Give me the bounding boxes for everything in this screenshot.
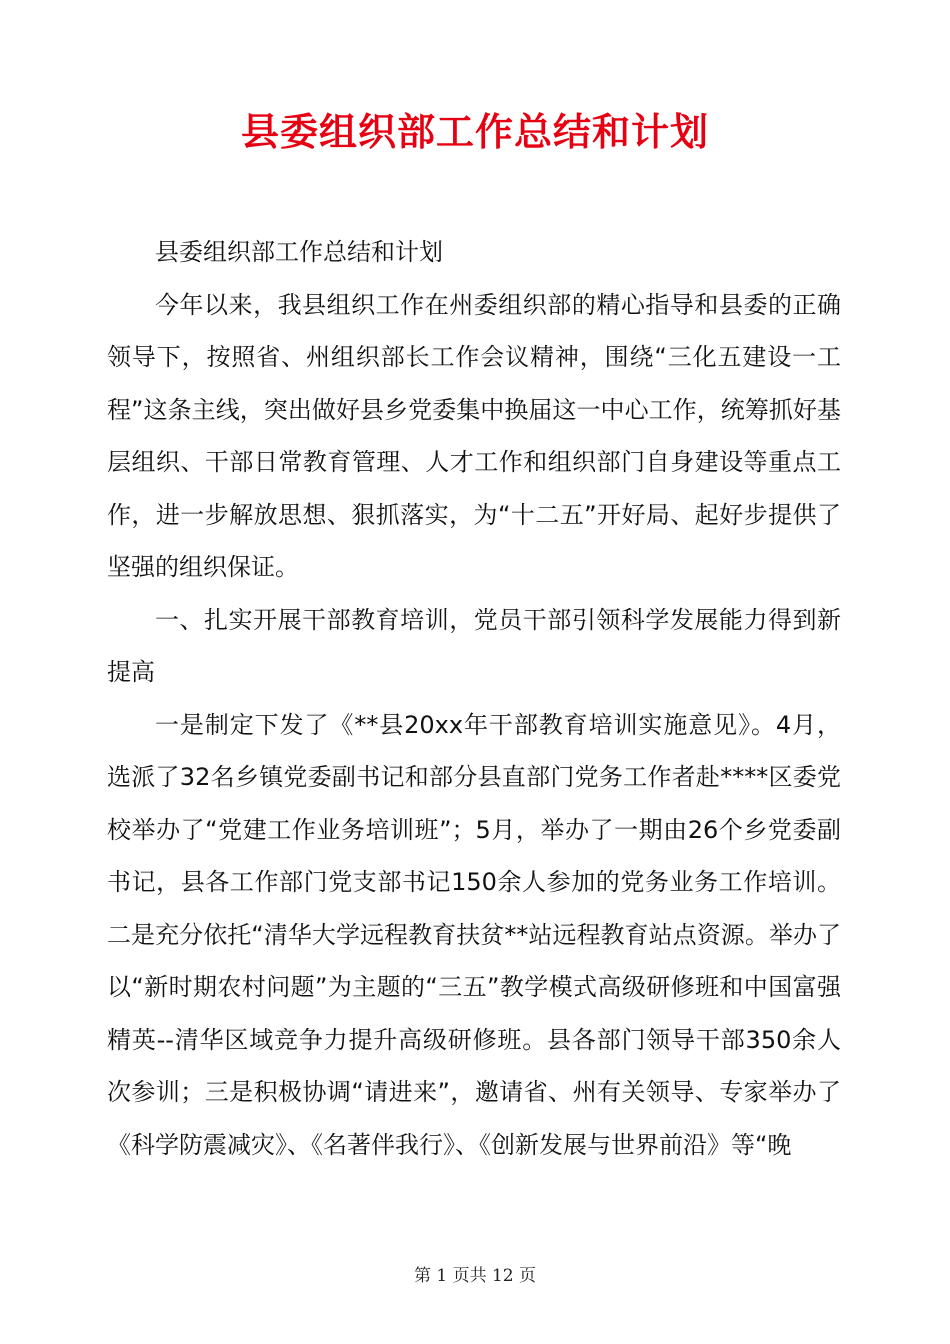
body-paragraph-intro: 今年以来，我县组织工作在州委组织部的精心指导和县委的正确领导下，按照省、州组织部长工作会议精神，围绕“三化五建设一工程”这条主线，突出做好县乡党委集中换届这一中心工作，统筹抓好基层组织、干部日常教育管理、人才工作和组织部门自身建设等重点工作，进一步解放思想、狠抓落实，为“十二五”开好局、起好步提供了坚强的组织保证。 — [107, 290, 841, 581]
page-number-footer: 第 1 页共 12 页 — [413, 1266, 537, 1286]
body-paragraph-section-heading: 一、扎实开展干部教育培训，党员干部引领科学发展能力得到新提高 — [107, 605, 841, 686]
document-title: 县委组织部工作总结和计划 — [240, 110, 709, 154]
body-paragraph-subtitle: 县委组织部工作总结和计划 — [155, 238, 443, 266]
document-body — [107, 226, 841, 1171]
body-paragraph-training: 一是制定下发了《**县20xx年干部教育培训实施意见》。4月，选派了32名乡镇党委副书记和部分县直部门党务工作者赴****区委党校举办了“党建工作业务培训班”；5月，举办了一期由26个乡党委副书记，县各工作部门党支部书记150余人参加的党务业务工作培训。二是充分依托“清华大学远程教育扶贫**站远程教育站点资源。举办了以“新时期农村问题”为主题的“三五”教学模式高级研修班和中国富强精英--清华区域竞争力提升高级研修班。县各部门领导干部350余人次参训；三是积极协调“请进来”，邀请省、州有关领导、专家举办了《科学防震减灾》、《名著伴我行》、《创新发展与世界前沿》等“晚 — [107, 710, 841, 1159]
